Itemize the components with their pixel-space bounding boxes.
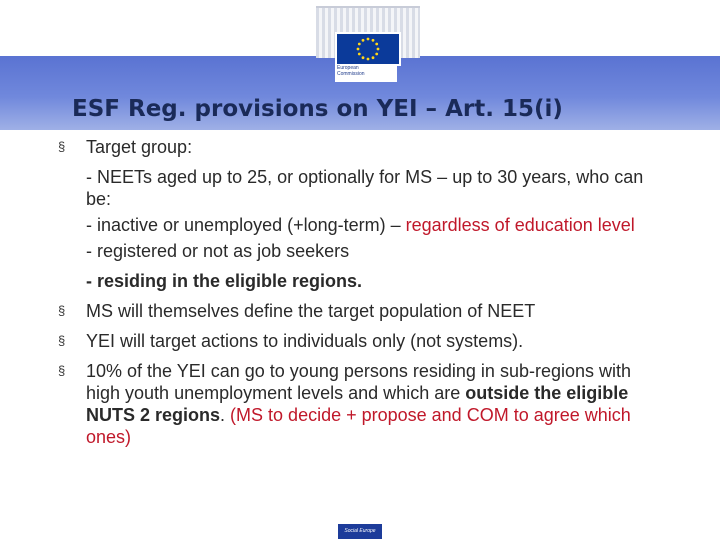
sub-item-neets: - NEETs aged up to 25, or optionally for MS – up to 30 years, who can be: [86,167,644,209]
slide-title: ESF Reg. provisions on YEI – Art. 15(i) [72,96,563,122]
bullet-icon: § [58,303,66,318]
bullet-ten-percent [56,360,656,448]
bullet-ms-define [56,300,656,322]
bullet-text-bold: outside the eligible NUTS 2 regions [86,383,629,425]
bullet-text-normal: 10% of the YEI can go to young persons residing in sub-regions with high youth unemployment levels and which are [86,361,632,403]
sub-item-inactive [56,214,656,236]
sub-item-inactive-text: - inactive or unemployed (+long-term) – [86,215,406,235]
sub-item-residing: - residing in the eligible regions. [86,271,363,291]
sub-item-registered: - registered or not as job seekers [86,241,350,261]
sub-item-inactive-highlight: regardless of education level [405,215,635,235]
bullet-icon: § [58,333,66,348]
bullet-target-group [56,136,656,158]
european-commission-logo [316,6,420,78]
bullet-text: Target group: [86,137,193,157]
logo-line-2: Commission [337,71,365,77]
bullet-icon: § [58,363,66,378]
bullet-icon: § [58,139,66,154]
bullet-text: MS will themselves define the target population of NEET [86,301,536,321]
logo-wordmark [335,64,397,82]
bullet-yei-target [56,330,656,352]
eu-flag-icon [335,32,401,66]
slide-body [56,136,656,448]
social-europe-logo: Social Europe [338,524,382,539]
bullet-text: YEI will target actions to individuals only (not systems). [86,331,524,351]
bullet-text-red: (MS to decide + propose and COM to agree which ones) [86,405,631,447]
bullet-text-normal-2: . [220,405,231,425]
logo-line-1: European [337,65,359,71]
